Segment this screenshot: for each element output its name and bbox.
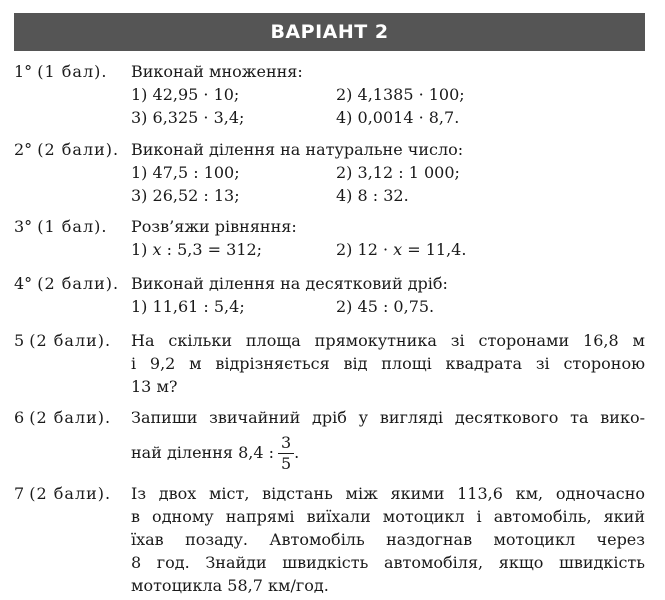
fraction (278, 433, 294, 474)
task-text-line: в одному напрямі виїхали мотоцикл і автомобіль, який (131, 507, 645, 526)
equation-1: 1) x : 5,3 = 312; (131, 240, 263, 259)
task-number: 7 (2 бали). (14, 484, 112, 503)
task-statement: Виконай ділення на натуральне число: (131, 140, 464, 159)
task-text-line: 8 год. Знайди швидкість автомобіля, якщо швидкість (131, 553, 645, 572)
task-number: 1° (1 бал). (14, 62, 108, 81)
task-number: 2° (2 бали). (14, 140, 120, 159)
variant-title: ВАРІАНТ 2 (270, 21, 389, 43)
variant-title-banner (14, 13, 645, 51)
task-number: 4° (2 бали). (14, 274, 120, 293)
task-items-row: 1) 42,95 · 10; 2) 4,1385 · 100; (131, 85, 465, 104)
fraction-numerator: 3 (278, 433, 294, 454)
task-number: 6 (2 бали). (14, 408, 112, 427)
task-text-line: 13 м? (131, 377, 178, 396)
task-statement: Розв’яжи рівняння: (131, 217, 297, 236)
task-text-line: Із двох міст, відстань між якими 113,6 км, одночасно (131, 484, 645, 503)
task-items-row: 3) 26,52 : 13; 4) 8 : 32. (131, 186, 409, 205)
task-number: 5 (2 бали). (14, 331, 112, 350)
task-items-row: 1) 47,5 : 100; 2) 3,12 : 1 000; (131, 163, 460, 182)
equation-2: 2) 12 · x = 11,4. (336, 240, 467, 259)
task-items-row: 1) 11,61 : 5,4; 2) 45 : 0,75. (131, 297, 435, 316)
task-statement: Виконай ділення на десятковий дріб: (131, 274, 448, 293)
task-text-line: най ділення 8,4 : $\frac{3}{5}$ . (131, 433, 300, 473)
task-statement: Виконай множення: (131, 62, 303, 81)
task-text-line: Запиши звичайний дріб у вигляді десяткового та вико- (131, 408, 645, 427)
task-text-line: мотоцикла 58,7 км/год. (131, 576, 329, 595)
task-items-row (131, 238, 645, 261)
fraction-denominator: 5 (280, 454, 292, 473)
task-number: 3° (1 бал). (14, 217, 108, 236)
task-text-line: їхав позаду. Автомобіль наздогнав мотоцикл через (131, 530, 645, 549)
task-text-line: і 9,2 м відрізняється від площі квадрата зі стороною (131, 354, 645, 373)
task-text-line: На скільки площа прямокутника зі сторонами 16,8 м (131, 331, 645, 350)
task-items-row: 3) 6,325 · 3,4; 4) 0,0014 · 8,7. (131, 108, 460, 127)
